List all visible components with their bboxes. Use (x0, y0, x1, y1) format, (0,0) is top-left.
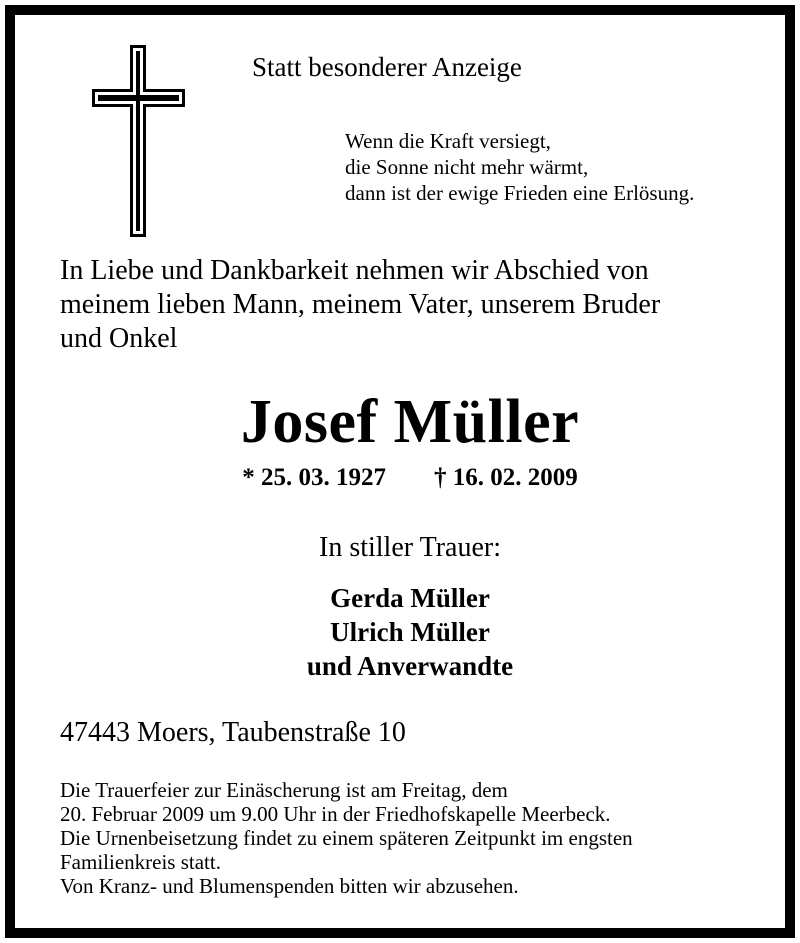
life-dates (15, 464, 800, 492)
address: 47443 Moers, Taubenstraße 10 (60, 717, 406, 748)
poem (345, 128, 694, 206)
funeral-line: Die Urnenbeisetzung findet zu einem späteren Zeitpunkt im engsten (60, 826, 633, 850)
funeral-line: Familienkreis statt. (60, 850, 221, 874)
poem-line: die Sonne nicht mehr wärmt, (345, 155, 589, 179)
mourners-list (15, 581, 800, 683)
poem-line: Wenn die Kraft versiegt, (345, 129, 551, 153)
deceased-name: Josef Müller (240, 388, 580, 456)
funeral-line: Die Trauerfeier zur Einäscherung ist am Freitag, dem (60, 778, 508, 802)
death-date: † 16. 02. 2009 (434, 464, 578, 491)
intro-line: In Liebe und Dankbarkeit nehmen wir Abschied von (60, 255, 649, 286)
mourning-label: In stiller Trauer: (319, 532, 501, 563)
funeral-line: Von Kranz- und Blumenspenden bitten wir abzusehen. (60, 874, 519, 898)
mourner: und Anverwandte (306, 651, 514, 681)
funeral-line: 20. Februar 2009 um 9.00 Uhr in der Friedhofskapelle Meerbeck. (60, 802, 611, 826)
intro-text (60, 254, 660, 356)
intro-line: meinem lieben Mann, meinem Vater, unserem Bruder (60, 289, 661, 320)
birth-date: * 25. 03. 1927 (242, 464, 386, 491)
poem-line: dann ist der ewige Frieden eine Erlösung. (345, 181, 695, 205)
notice-header: Statt besonderer Anzeige (252, 52, 522, 82)
funeral-info (60, 778, 633, 898)
intro-line: und Onkel (60, 323, 178, 354)
mourner: Gerda Müller (330, 583, 490, 613)
obituary-notice (5, 5, 795, 938)
cross-icon (90, 45, 190, 237)
mourner: Ulrich Müller (330, 617, 490, 647)
